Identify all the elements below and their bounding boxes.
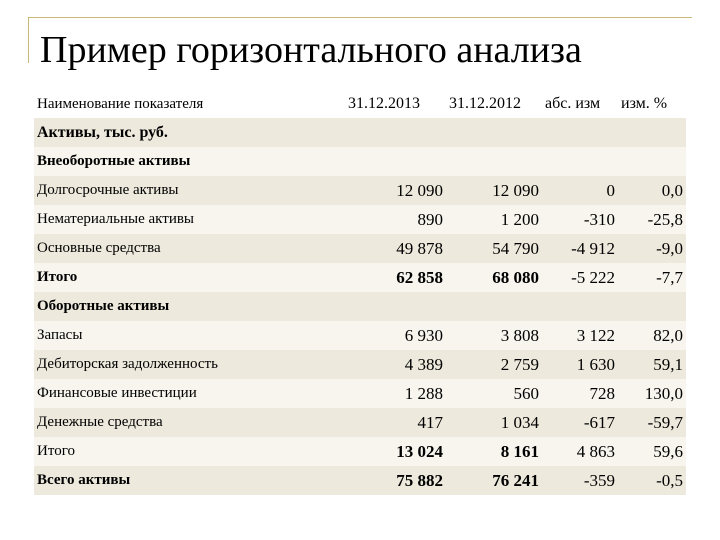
horizontal-analysis-table	[34, 90, 686, 495]
value-pct-change: 0,0	[618, 176, 686, 205]
frame-top-line	[28, 17, 692, 18]
value-pct-change: 59,6	[618, 437, 686, 466]
value-2013: 62 858	[345, 263, 446, 292]
value-pct-change: 82,0	[618, 321, 686, 350]
section-row	[34, 147, 686, 176]
value-2012: 12 090	[446, 176, 542, 205]
row-name: Всего активы	[34, 466, 345, 495]
value-pct-change: -9,0	[618, 234, 686, 263]
value-abs-change: -359	[542, 466, 618, 495]
value-pct-change: 130,0	[618, 379, 686, 408]
table-row	[34, 350, 686, 379]
value-abs-change: -310	[542, 205, 618, 234]
section-row	[34, 118, 686, 147]
table-row-total	[34, 263, 686, 292]
value-abs-change: -4 912	[542, 234, 618, 263]
section-current-label: Оборотные активы	[34, 292, 345, 321]
value-2013: 417	[345, 408, 446, 437]
value-abs-change: 4 863	[542, 437, 618, 466]
table-row	[34, 321, 686, 350]
section-assets-label: Активы, тыс. руб.	[34, 118, 345, 147]
row-name: Запасы	[34, 321, 345, 350]
value-2012: 8 161	[446, 437, 542, 466]
row-name: Итого	[34, 263, 345, 292]
value-2013: 890	[345, 205, 446, 234]
value-2012: 3 808	[446, 321, 542, 350]
value-2013: 49 878	[345, 234, 446, 263]
value-pct-change: -0,5	[618, 466, 686, 495]
table-row	[34, 379, 686, 408]
table-row	[34, 176, 686, 205]
value-2012: 68 080	[446, 263, 542, 292]
row-name: Дебиторская задолженность	[34, 350, 345, 379]
table-row	[34, 234, 686, 263]
value-abs-change: 728	[542, 379, 618, 408]
row-name: Финансовые инвестиции	[34, 379, 345, 408]
row-name: Долгосрочные активы	[34, 176, 345, 205]
row-name: Денежные средства	[34, 408, 345, 437]
value-pct-change: -59,7	[618, 408, 686, 437]
value-abs-change: 0	[542, 176, 618, 205]
section-noncurrent-label: Внеоборотные активы	[34, 147, 345, 176]
table-row	[34, 205, 686, 234]
header-name: Наименование показателя	[34, 90, 345, 118]
table-header-row	[34, 90, 686, 118]
frame-left-line	[28, 17, 29, 63]
value-2012: 76 241	[446, 466, 542, 495]
header-2013: 31.12.2013	[345, 90, 446, 118]
value-abs-change: 1 630	[542, 350, 618, 379]
value-pct-change: 59,1	[618, 350, 686, 379]
table-row	[34, 408, 686, 437]
row-name: Нематериальные активы	[34, 205, 345, 234]
value-abs-change: -617	[542, 408, 618, 437]
table-row-total	[34, 437, 686, 466]
header-abs-change: абс. изм	[542, 90, 618, 118]
page-title: Пример горизонтального анализа	[40, 29, 582, 71]
value-2013: 6 930	[345, 321, 446, 350]
table-row-grand-total	[34, 466, 686, 495]
value-pct-change: -25,8	[618, 205, 686, 234]
value-2012: 560	[446, 379, 542, 408]
value-2013: 4 389	[345, 350, 446, 379]
section-row	[34, 292, 686, 321]
value-2012: 1 200	[446, 205, 542, 234]
value-abs-change: -5 222	[542, 263, 618, 292]
value-2013: 75 882	[345, 466, 446, 495]
value-2012: 1 034	[446, 408, 542, 437]
value-abs-change: 3 122	[542, 321, 618, 350]
row-name: Основные средства	[34, 234, 345, 263]
row-name: Итого	[34, 437, 345, 466]
value-2013: 12 090	[345, 176, 446, 205]
value-pct-change: -7,7	[618, 263, 686, 292]
value-2012: 2 759	[446, 350, 542, 379]
value-2013: 1 288	[345, 379, 446, 408]
value-2012: 54 790	[446, 234, 542, 263]
header-2012: 31.12.2012	[446, 90, 542, 118]
header-pct-change: изм. %	[618, 90, 686, 118]
value-2013: 13 024	[345, 437, 446, 466]
